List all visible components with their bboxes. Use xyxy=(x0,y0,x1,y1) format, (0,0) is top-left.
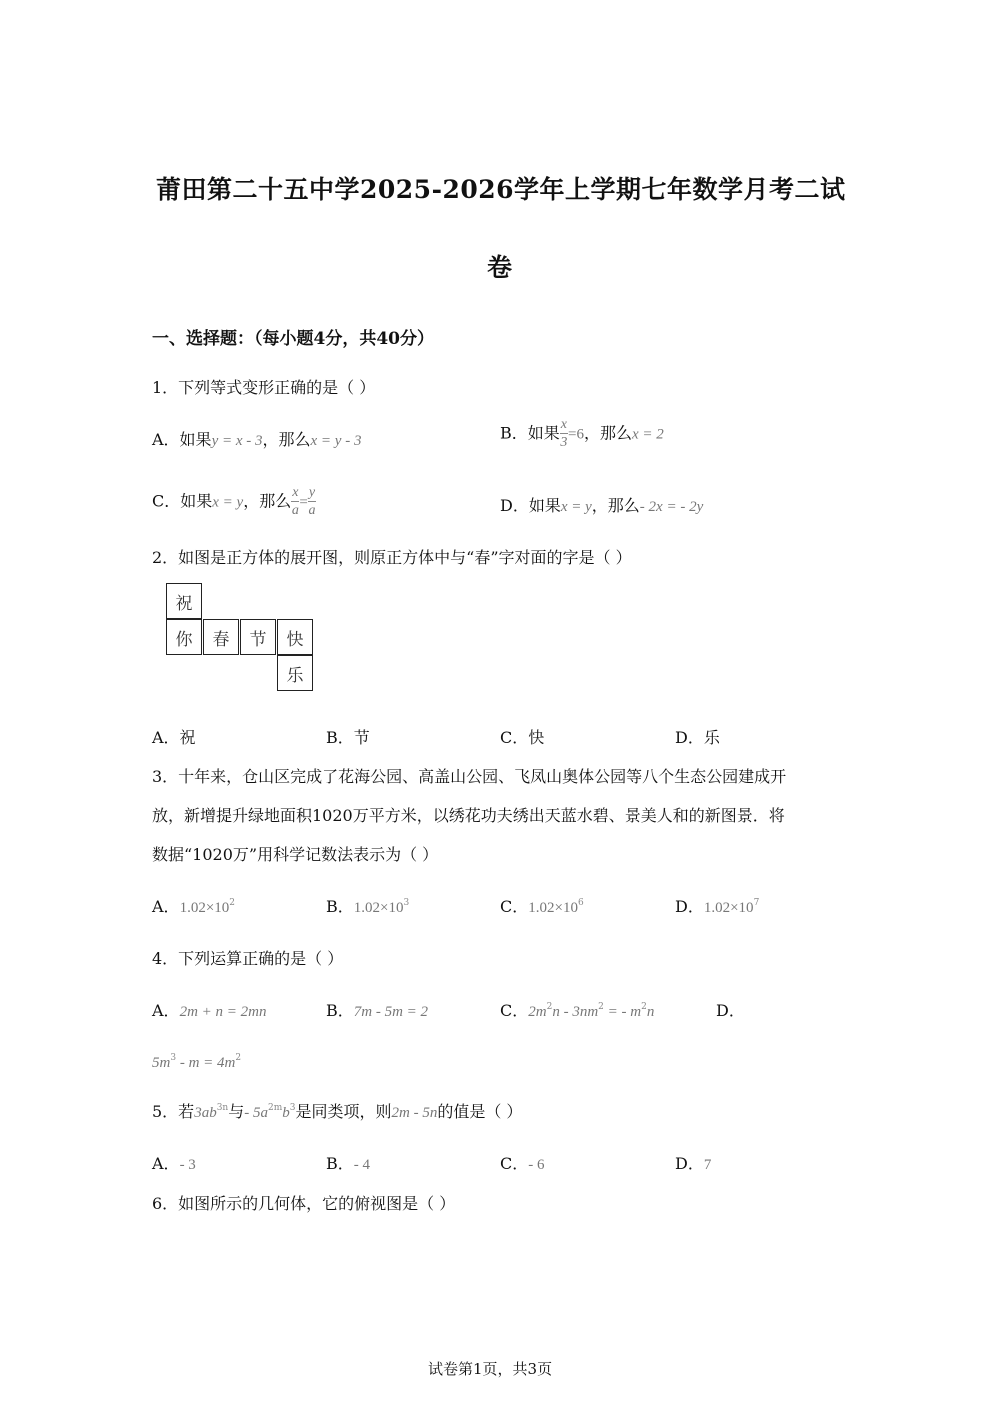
question-6-stem: 6．如图所示的几何体，它的俯视图是（ ） xyxy=(152,1194,456,1213)
q2-option-b: B．节 xyxy=(326,728,370,747)
section-heading: 一、选择题：（每小题4分，共40分） xyxy=(152,329,434,349)
q4-option-d: $5m^3 - m = 4m^2$ xyxy=(152,1053,242,1071)
question-5-stem: 5．若$3ab^{3n}$与- $5a^{2m}b^3$是同类项，则2m - 5n的值是（ ） xyxy=(152,1102,523,1121)
cube-net-figure xyxy=(166,583,318,695)
question-3-line3: 数据“1020万”用科学记数法表示为（ ） xyxy=(152,845,439,864)
q3-option-d: D．$1.02\times 10^7$ xyxy=(675,897,760,916)
q3-option-b: B．$1.02\times 10^3$ xyxy=(326,897,410,916)
q4-option-b: B．7m - 5m = 2 xyxy=(326,1001,429,1020)
question-3-line2: 放，新增提升绿地面积1020万平方米，以绣花功夫绣出天蓝水碧、景美人和的新图景．将 xyxy=(152,806,785,825)
q2-option-c: C．快 xyxy=(500,728,545,747)
q5-option-c: C．- 6 xyxy=(500,1154,545,1173)
q2-option-d: D．乐 xyxy=(675,728,720,747)
q5-option-a: A．- 3 xyxy=(152,1154,196,1173)
q5-option-d: D．7 xyxy=(675,1154,712,1173)
net-cell-chun: 春 xyxy=(203,619,239,655)
q4-option-c: C．$2m^2n - 3nm^2$ = - $m^2n$ xyxy=(500,1001,655,1020)
question-1-stem: 1．下列等式变形正确的是（ ） xyxy=(152,378,376,397)
q1-option-a: A．如果y = x - 3，那么x = y - 3 xyxy=(152,430,362,449)
q1-a-expr2: x = y - 3 xyxy=(310,433,362,449)
q1-option-d: D．如果x = y，那么- 2x = - 2y xyxy=(500,496,704,515)
page-title-continued: 卷 xyxy=(487,253,513,282)
q5-option-b: B．- 4 xyxy=(326,1154,371,1173)
question-2-stem: 2．如图是正方体的展开图，则原正方体中与“春”字对面的字是（ ） xyxy=(152,548,632,567)
net-cell-zhu: 祝 xyxy=(166,583,202,619)
net-cell-ni: 你 xyxy=(166,619,202,655)
q1-b-expr: x = 2 xyxy=(631,426,664,443)
net-cell-le: 乐 xyxy=(277,655,313,691)
q1-a-expr1: y = x - 3 xyxy=(211,433,263,449)
q4-option-a: A．2m + n = 2mn xyxy=(152,1001,267,1020)
q1-b-fraction: $\frac{x}{3}$ xyxy=(560,417,568,450)
q3-option-a: A．$1.02\times 10^2$ xyxy=(152,897,236,916)
page-title: 莆田第二十五中学2025-2026学年上学期七年数学月考二试 xyxy=(156,175,846,204)
q1-c-fraction-left: $\frac{x}{a}$ xyxy=(291,485,299,518)
q3-option-c: C．$1.02\times 10^6$ xyxy=(500,897,584,916)
q1-option-b: B．如果 $\frac{x}{3}$ =6，那么x = 2 xyxy=(500,417,664,450)
q1-option-c: C．如果x = y，那么 $\frac{x}{a}$ = $\frac{y}{a}$ xyxy=(152,485,316,518)
net-cell-jie: 节 xyxy=(240,619,276,655)
net-cell-kuai: 快 xyxy=(277,619,313,655)
q1-c-fraction-right: $\frac{y}{a}$ xyxy=(308,485,316,518)
page-footer: 试卷第1页，共3页 xyxy=(428,1360,553,1378)
question-3-line1: 3．十年来，仓山区完成了花海公园、高盖山公园、飞凤山奥体公园等八个生态公园建成开 xyxy=(152,767,787,786)
q2-option-a: A．祝 xyxy=(152,728,196,747)
question-4-stem: 4．下列运算正确的是（ ） xyxy=(152,949,344,968)
q4-option-d-label: D． xyxy=(716,1001,745,1020)
